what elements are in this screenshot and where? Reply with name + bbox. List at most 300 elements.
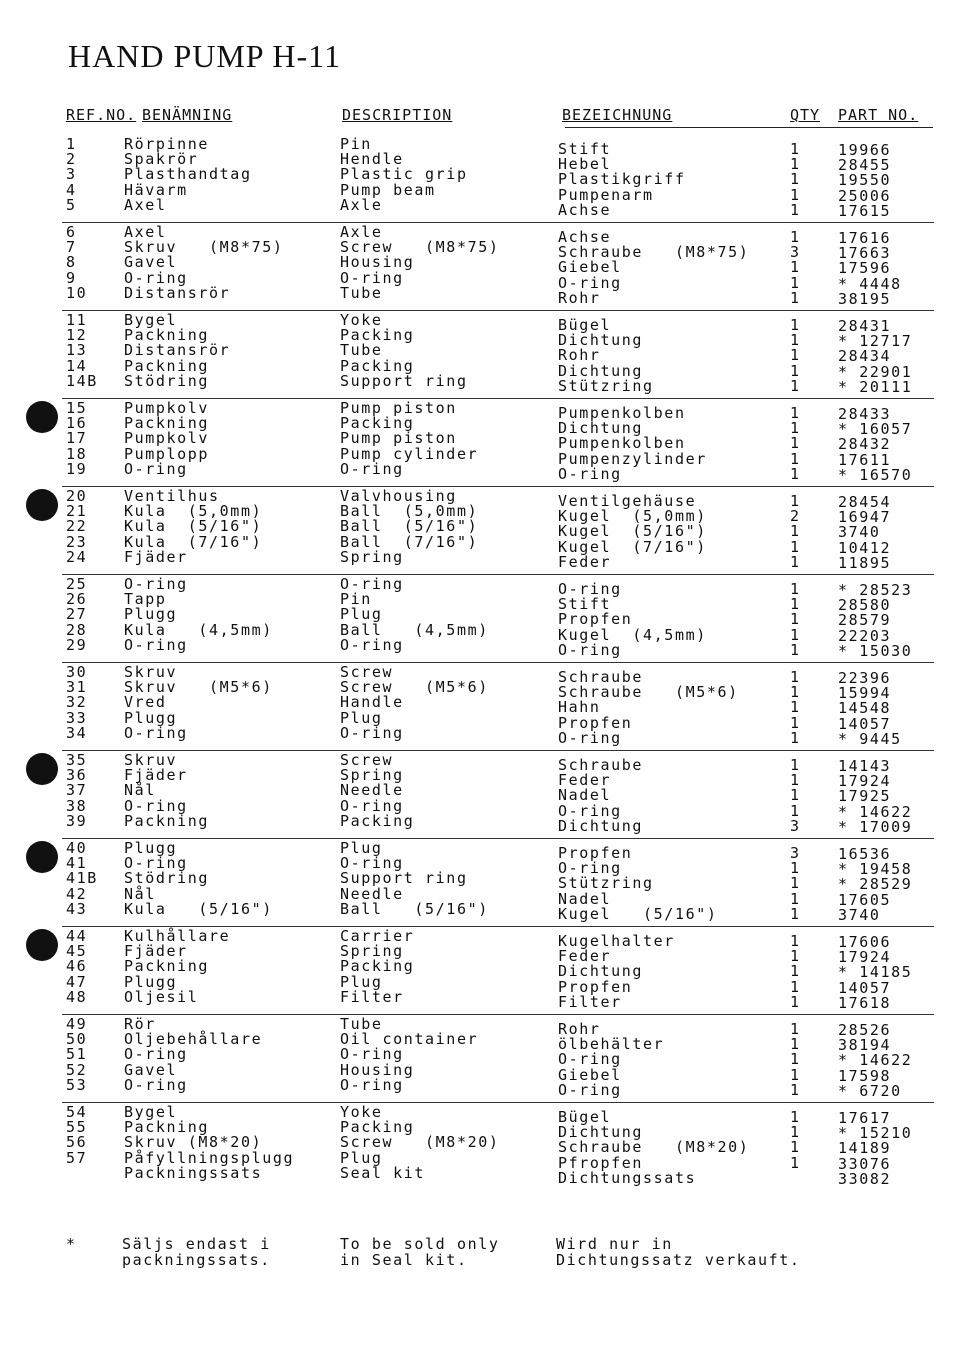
ref-cell: 47 — [66, 972, 88, 991]
part-number-cell: * 15210 — [838, 1124, 913, 1143]
swedish-name-cell: O-ring — [124, 1045, 188, 1064]
qty-cell: 1 — [790, 258, 801, 277]
part-number-cell: 14548 — [838, 699, 892, 718]
swedish-name-cell: Plugg — [124, 972, 178, 991]
english-name-cell: Screw (M8*20) — [340, 1133, 500, 1152]
qty-cell: 1 — [790, 595, 801, 614]
german-name-cell: Dichtung — [558, 419, 644, 438]
swedish-name-cell: O-ring — [124, 635, 188, 654]
qty-cell: 1 — [790, 859, 801, 878]
ref-cell: 45 — [66, 942, 88, 961]
part-number-cell: 17605 — [838, 890, 892, 909]
ref-cell: 14 — [66, 356, 88, 375]
group-rows — [0, 399, 960, 484]
ref-cell: 11 — [66, 311, 88, 329]
part-number-cell: * 4448 — [838, 274, 902, 293]
part-number-cell: * 6720 — [838, 1081, 902, 1100]
qty-cell: 1 — [790, 904, 801, 923]
english-name-cell: O-ring — [340, 635, 404, 654]
header-refno: REF.NO. — [66, 106, 137, 124]
german-name-cell: Ventilgehäuse — [558, 492, 697, 510]
english-name-cell: Spring — [340, 766, 404, 785]
german-name-cell: Hahn — [558, 698, 601, 717]
swedish-name-cell: Hävarm — [124, 180, 188, 199]
part-number-cell: * 14185 — [838, 963, 913, 982]
footnote-swedish: Säljs endast i packningssats. — [122, 1235, 271, 1269]
qty-cell: 1 — [790, 625, 801, 644]
group-divider — [62, 574, 934, 575]
swedish-name-cell: Oljebehållare — [124, 1030, 263, 1049]
part-number-cell: * 14622 — [838, 1051, 913, 1070]
part-number-cell: * 17009 — [838, 817, 913, 836]
ref-cell: 8 — [66, 253, 77, 272]
ref-cell: 57 — [66, 1148, 88, 1167]
group-rows — [0, 839, 960, 924]
swedish-name-cell: Bygel — [124, 1103, 178, 1121]
part-number-cell: 38194 — [838, 1036, 892, 1055]
part-number-cell: 14143 — [838, 757, 892, 775]
ref-cell: 39 — [66, 811, 88, 830]
qty-cell: 1 — [790, 376, 801, 395]
ref-cell: 48 — [66, 987, 88, 1006]
german-name-cell: Bügel — [558, 316, 612, 334]
swedish-name-cell: Skruv (M5*6) — [124, 678, 273, 697]
german-name-cell: O-ring — [558, 273, 622, 292]
english-name-cell: Support ring — [340, 869, 468, 888]
swedish-name-cell: Packning — [124, 1118, 210, 1137]
swedish-name-cell: Tapp — [124, 590, 167, 609]
english-name-cell: Screw — [340, 751, 394, 769]
part-group — [0, 662, 960, 750]
group-divider — [62, 750, 934, 751]
german-name-cell: Achse — [558, 200, 612, 219]
ref-cell: 21 — [66, 502, 88, 521]
swedish-name-cell: Fjäder — [124, 547, 188, 566]
qty-cell: 1 — [790, 1020, 801, 1038]
part-number-cell: 17615 — [838, 201, 892, 220]
ref-cell: 37 — [66, 781, 88, 800]
part-number-cell: 33076 — [838, 1154, 892, 1173]
qty-cell: 1 — [790, 1065, 801, 1084]
header-description: DESCRIPTION — [342, 106, 453, 124]
part-number-cell: * 16057 — [838, 420, 913, 439]
part-number-cell: * 12717 — [838, 332, 913, 351]
part-number-cell: 28454 — [838, 493, 892, 511]
english-name-cell: Yoke — [340, 311, 383, 329]
part-group — [0, 926, 960, 1014]
ref-cell: 23 — [66, 532, 88, 551]
german-name-cell: Pumpenzylinder — [558, 449, 707, 468]
qty-cell: 1 — [790, 464, 801, 483]
part-number-cell: 17598 — [838, 1066, 892, 1085]
qty-cell: 1 — [790, 874, 801, 893]
footnote-english: To be sold only in Seal kit. — [340, 1235, 500, 1269]
qty-cell: 1 — [790, 610, 801, 629]
part-number-cell: 28433 — [838, 405, 892, 423]
english-name-cell: Plug — [340, 839, 383, 857]
swedish-name-cell: Skruv (M8*75) — [124, 238, 284, 257]
qty-cell: 1 — [790, 552, 801, 571]
german-name-cell: Dichtung — [558, 1123, 644, 1142]
english-name-cell: Oil container — [340, 1030, 479, 1049]
swedish-name-cell: Gavel — [124, 253, 178, 272]
english-name-cell: O-ring — [340, 575, 404, 593]
ref-cell: 7 — [66, 238, 77, 257]
ref-cell: 31 — [66, 678, 88, 697]
german-name-cell: Pumpenkolben — [558, 404, 686, 422]
part-number-cell: 3740 — [838, 905, 881, 924]
german-name-cell: Stift — [558, 595, 612, 614]
part-number-cell: 3740 — [838, 523, 881, 542]
german-name-cell: Dichtungssats — [558, 1168, 697, 1187]
qty-cell: 1 — [790, 668, 801, 686]
qty-cell: 1 — [790, 492, 801, 510]
qty-cell: 1 — [790, 346, 801, 365]
english-name-cell: Screw — [340, 663, 394, 681]
qty-cell: 1 — [790, 200, 801, 219]
swedish-name-cell: Oljesil — [124, 987, 199, 1006]
swedish-name-cell: Stödring — [124, 869, 210, 888]
swedish-name-cell: Kula (7/16") — [124, 532, 263, 551]
english-name-cell: Packing — [340, 957, 415, 976]
ref-cell: 41 — [66, 854, 88, 873]
ref-cell: 36 — [66, 766, 88, 785]
part-number-cell: * 9445 — [838, 729, 902, 748]
swedish-name-cell: Nål — [124, 884, 156, 903]
part-group — [0, 1102, 960, 1190]
ref-cell: 43 — [66, 899, 88, 918]
part-number-cell: 19550 — [838, 171, 892, 190]
qty-cell: 1 — [790, 771, 801, 790]
german-name-cell: O-ring — [558, 801, 622, 820]
german-name-cell: O-ring — [558, 464, 622, 483]
ref-cell: 46 — [66, 957, 88, 976]
german-name-cell: Filter — [558, 992, 622, 1011]
english-name-cell: Housing — [340, 1060, 415, 1079]
qty-cell: 1 — [790, 1138, 801, 1157]
qty-cell: 1 — [790, 331, 801, 350]
group-divider — [62, 838, 934, 839]
english-name-cell: Pump piston — [340, 429, 457, 448]
swedish-name-cell: Kula (5/16") — [124, 899, 273, 918]
qty-cell: 1 — [790, 683, 801, 702]
english-name-cell: Seal kit — [340, 1163, 426, 1182]
english-name-cell: Needle — [340, 781, 404, 800]
german-name-cell: Rohr — [558, 288, 601, 307]
group-rows — [0, 751, 960, 836]
part-number-cell: 17924 — [838, 772, 892, 791]
qty-cell: 1 — [790, 1080, 801, 1099]
german-name-cell: O-ring — [558, 1050, 622, 1069]
part-number-cell: 19966 — [838, 141, 892, 159]
german-name-cell: O-ring — [558, 1080, 622, 1099]
swedish-name-cell: Distansrör — [124, 283, 231, 302]
german-name-cell: O-ring — [558, 580, 622, 598]
ref-cell: 1 — [66, 135, 77, 153]
ref-cell: 44 — [66, 927, 88, 945]
footnote-german: Wird nur in Dichtungssatz verkauft. — [556, 1235, 801, 1269]
ref-cell: 49 — [66, 1015, 88, 1033]
ref-cell: 14B — [66, 371, 98, 390]
part-number-cell: * 28523 — [838, 581, 913, 599]
swedish-name-cell: Skruv — [124, 663, 178, 681]
part-number-cell: 14057 — [838, 978, 892, 997]
english-name-cell: Spring — [340, 547, 404, 566]
ref-cell: 35 — [66, 751, 88, 769]
group-rows — [0, 1103, 960, 1188]
german-name-cell: Kugel (7/16") — [558, 537, 707, 556]
qty-cell: 1 — [790, 992, 801, 1011]
german-name-cell: Rohr — [558, 346, 601, 365]
qty-cell: 1 — [790, 1108, 801, 1126]
english-name-cell: Plug — [340, 972, 383, 991]
qty-cell: 1 — [790, 1050, 801, 1069]
english-name-cell: O-ring — [340, 1045, 404, 1064]
german-name-cell: Kugelhalter — [558, 932, 675, 950]
german-name-cell: Kugel (5/16") — [558, 904, 718, 923]
header-benamning: BENÄMNING — [142, 106, 233, 124]
header-qty: QTY — [790, 106, 821, 124]
german-name-cell: Giebel — [558, 258, 622, 277]
swedish-name-cell: Plugg — [124, 839, 178, 857]
part-number-cell: 16947 — [838, 508, 892, 527]
ref-cell: 54 — [66, 1103, 88, 1121]
part-number-cell: 17618 — [838, 993, 892, 1012]
english-name-cell: O-ring — [340, 268, 404, 287]
swedish-name-cell: Ventilhus — [124, 487, 220, 505]
group-rows — [0, 663, 960, 748]
ref-cell: 5 — [66, 195, 77, 214]
part-number-cell: * 19458 — [838, 860, 913, 879]
swedish-name-cell: Fjäder — [124, 766, 188, 785]
qty-cell: 1 — [790, 449, 801, 468]
ref-cell: 40 — [66, 839, 88, 857]
ref-cell: 18 — [66, 444, 88, 463]
qty-cell: 1 — [790, 1035, 801, 1054]
english-name-cell: Yoke — [340, 1103, 383, 1121]
english-name-cell: Needle — [340, 884, 404, 903]
qty-cell: 1 — [790, 1153, 801, 1172]
english-name-cell: Packing — [340, 326, 415, 345]
ref-cell: 16 — [66, 414, 88, 433]
ref-cell: 3 — [66, 165, 77, 184]
english-name-cell: Ball (5/16") — [340, 899, 489, 918]
part-number-cell: * 20111 — [838, 377, 913, 396]
english-name-cell: Pump cylinder — [340, 444, 479, 463]
english-name-cell: Screw (M8*75) — [340, 238, 500, 257]
part-group — [0, 1014, 960, 1102]
german-name-cell: Plastikgriff — [558, 170, 686, 189]
ref-cell: 56 — [66, 1133, 88, 1152]
english-name-cell: Ball (4,5mm) — [340, 620, 489, 639]
swedish-name-cell: Packning — [124, 356, 210, 375]
qty-cell: 1 — [790, 580, 801, 598]
german-name-cell: Kugel (4,5mm) — [558, 625, 707, 644]
group-rows — [0, 135, 960, 220]
qty-cell: 1 — [790, 185, 801, 204]
english-name-cell: O-ring — [340, 459, 404, 478]
german-name-cell: Feder — [558, 552, 612, 571]
ref-cell: 29 — [66, 635, 88, 654]
english-name-cell: Packing — [340, 811, 415, 830]
swedish-name-cell: Pumpkolv — [124, 399, 210, 417]
group-rows — [0, 1015, 960, 1100]
swedish-name-cell: Plasthandtag — [124, 165, 252, 184]
ref-cell: 34 — [66, 723, 88, 742]
swedish-name-cell: O-ring — [124, 575, 188, 593]
swedish-name-cell: Bygel — [124, 311, 178, 329]
german-name-cell: Propfen — [558, 977, 633, 996]
part-number-cell: 38195 — [838, 289, 892, 308]
swedish-name-cell: Packning — [124, 326, 210, 345]
ref-cell: 12 — [66, 326, 88, 345]
swedish-name-cell: Vred — [124, 693, 167, 712]
qty-cell: 1 — [790, 947, 801, 966]
swedish-name-cell: Spakrör — [124, 150, 199, 169]
swedish-name-cell: Pumpkolv — [124, 429, 210, 448]
german-name-cell: Pfropfen — [558, 1153, 644, 1172]
ref-cell: 17 — [66, 429, 88, 448]
swedish-name-cell: Stödring — [124, 371, 210, 390]
swedish-name-cell: Packning — [124, 811, 210, 830]
swedish-name-cell: Packning — [124, 414, 210, 433]
part-number-cell: 28526 — [838, 1021, 892, 1039]
part-number-cell: 28579 — [838, 611, 892, 630]
german-name-cell: Schraube (M8*20) — [558, 1138, 750, 1157]
swedish-name-cell: Packning — [124, 957, 210, 976]
page-title: HAND PUMP H-11 — [68, 38, 341, 74]
part-number-cell: * 16570 — [838, 465, 913, 484]
part-number-cell: 11895 — [838, 553, 892, 572]
ref-cell: 27 — [66, 605, 88, 624]
german-name-cell: Schraube — [558, 668, 644, 686]
english-name-cell: Plug — [340, 605, 383, 624]
group-divider — [62, 1014, 934, 1015]
swedish-name-cell: Kula (5/16") — [124, 517, 263, 536]
german-name-cell: Schraube — [558, 756, 644, 774]
swedish-name-cell: Axel — [124, 223, 167, 241]
qty-cell: 1 — [790, 889, 801, 908]
german-name-cell: Giebel — [558, 1065, 622, 1084]
german-name-cell: Pumpenarm — [558, 185, 654, 204]
group-divider — [62, 662, 934, 663]
part-number-cell: 14057 — [838, 714, 892, 733]
swedish-name-cell: O-ring — [124, 796, 188, 815]
ref-cell: 26 — [66, 590, 88, 609]
ref-cell: 9 — [66, 268, 77, 287]
german-name-cell: Dichtung — [558, 331, 644, 350]
qty-cell: 1 — [790, 640, 801, 659]
ref-cell: 15 — [66, 399, 88, 417]
group-divider — [62, 1102, 934, 1103]
part-group — [0, 310, 960, 398]
part-number-cell: * 28529 — [838, 875, 913, 894]
part-number-cell: 28434 — [838, 347, 892, 366]
swedish-name-cell: Nål — [124, 781, 156, 800]
german-name-cell: Achse — [558, 228, 612, 246]
ref-cell: 53 — [66, 1075, 88, 1094]
german-name-cell: Dichtung — [558, 361, 644, 380]
swedish-name-cell: Plugg — [124, 708, 178, 727]
qty-cell: 2 — [790, 507, 801, 526]
german-name-cell: O-ring — [558, 640, 622, 659]
group-rows — [0, 487, 960, 572]
header-partno: PART NO. — [838, 106, 919, 124]
qty-cell: 1 — [790, 977, 801, 996]
swedish-name-cell: Packningssats — [124, 1163, 263, 1182]
swedish-name-cell: Rör — [124, 1015, 156, 1033]
qty-cell: 1 — [790, 140, 801, 158]
swedish-name-cell: O-ring — [124, 459, 188, 478]
swedish-name-cell: Kula (5,0mm) — [124, 502, 263, 521]
ref-cell: 41B — [66, 869, 98, 888]
swedish-name-cell: Fjäder — [124, 942, 188, 961]
qty-cell: 1 — [790, 756, 801, 774]
swedish-name-cell: O-ring — [124, 1075, 188, 1094]
english-name-cell: Tube — [340, 1015, 383, 1033]
part-group — [0, 134, 960, 222]
qty-cell: 3 — [790, 844, 801, 862]
group-rows — [0, 311, 960, 396]
english-name-cell: Spring — [340, 942, 404, 961]
german-name-cell: Hebel — [558, 155, 612, 174]
part-number-cell: * 14622 — [838, 802, 913, 821]
english-name-cell: Valvhousing — [340, 487, 457, 505]
german-name-cell: Propfen — [558, 844, 633, 862]
part-number-cell: 17616 — [838, 229, 892, 247]
english-name-cell: Packing — [340, 1118, 415, 1137]
swedish-name-cell: Gavel — [124, 1060, 178, 1079]
ref-cell: 25 — [66, 575, 88, 593]
german-name-cell: Stützring — [558, 376, 654, 395]
english-name-cell: Packing — [340, 414, 415, 433]
english-name-cell: Pin — [340, 590, 372, 609]
english-name-cell: Packing — [340, 356, 415, 375]
german-name-cell: ölbehälter — [558, 1035, 665, 1054]
german-name-cell: Schraube (M8*75) — [558, 243, 750, 262]
part-number-cell: 17596 — [838, 259, 892, 278]
english-name-cell: Pump piston — [340, 399, 457, 417]
part-group — [0, 574, 960, 662]
part-number-cell: * 22901 — [838, 362, 913, 381]
english-name-cell: Pin — [340, 135, 372, 153]
english-name-cell: O-ring — [340, 796, 404, 815]
german-name-cell: Stift — [558, 140, 612, 158]
part-number-cell: 17925 — [838, 787, 892, 806]
group-rows — [0, 927, 960, 1012]
part-group — [0, 750, 960, 838]
qty-cell: 1 — [790, 522, 801, 541]
german-name-cell: Pumpenkolben — [558, 434, 686, 453]
group-divider — [62, 310, 934, 311]
german-name-cell: Rohr — [558, 1020, 601, 1038]
ref-cell: 20 — [66, 487, 88, 505]
swedish-name-cell: Plugg — [124, 605, 178, 624]
swedish-name-cell: Distansrör — [124, 341, 231, 360]
qty-cell: 1 — [790, 170, 801, 189]
footnote-marker: * — [66, 1235, 77, 1253]
ref-cell: 32 — [66, 693, 88, 712]
qty-cell: 1 — [790, 434, 801, 453]
english-name-cell: Screw (M5*6) — [340, 678, 489, 697]
part-number-cell: * 15030 — [838, 641, 913, 660]
swedish-name-cell: Skruv — [124, 751, 178, 769]
qty-cell: 3 — [790, 243, 801, 262]
qty-cell: 1 — [790, 932, 801, 950]
german-name-cell: Propfen — [558, 713, 633, 732]
ref-cell: 38 — [66, 796, 88, 815]
german-name-cell: Dichtung — [558, 962, 644, 981]
